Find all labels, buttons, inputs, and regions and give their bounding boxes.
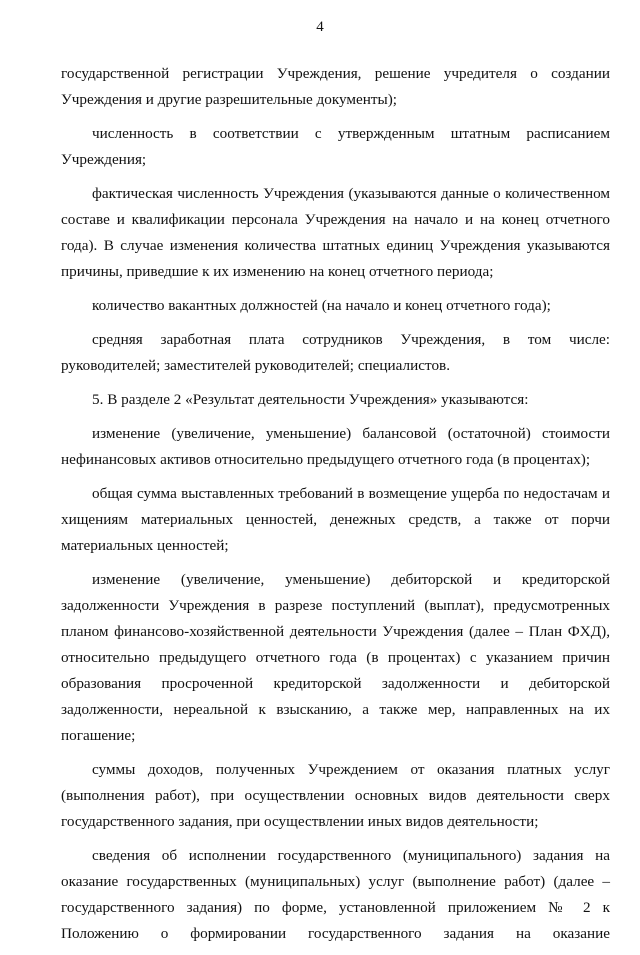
paragraph-receivables-payables: изменение (увеличение, уменьшение) дебиторской и кредиторской задолженности Учреждения в разрезе поступлений (выплат), предусмотренных планом финансово-хозяйственной деятельности Учреждения (далее – План ФХД), относительно предыдущего отчетного года (в процентах) с указанием причин образования просроченной кредиторской задолженности и дебиторской задолженности, нереальной к взысканию, а также мер, направленных на их погашение; [61, 571, 610, 744]
paragraph-asset-value-change: изменение (увеличение, уменьшение) балансовой (остаточной) стоимости нефинансовых активов относительно предыдущего отчетного года (в процентах); [61, 425, 610, 468]
paragraph-registration-continued: государственной регистрации Учреждения, решение учредителя о создании Учреждения и другие разрешительные документы); [61, 65, 610, 108]
page-number: 4 [316, 19, 324, 35]
paragraph-state-assignment: сведения об исполнении государственного (муниципального) задания на оказание государственных (муниципальных) услуг (выполнение работ) (далее – государственного задания) по форме, установленной приложением № 2 к Положению о формировании государственного задания на оказание [61, 847, 610, 942]
paragraph-average-salary: средняя заработная плата сотрудников Учреждения, в том числе: руководителей; заместителей руководителей; специалистов. [61, 331, 610, 374]
document-body [61, 61, 610, 955]
paragraph-staff-count: численность в соответствии с утвержденным штатным расписанием Учреждения; [61, 125, 610, 168]
paragraph-damage-claims: общая сумма выставленных требований в возмещение ущерба по недостачам и хищениям материальных ценностей, денежных средств, а также от порчи материальных ценностей; [61, 485, 610, 554]
paragraph-actual-staff-count: фактическая численность Учреждения (указываются данные о количественном составе и квалификации персонала Учреждения на начало и на конец отчетного года). В случае изменения количества штатных единиц Учреждения указываются причины, приведшие к их изменению на конец отчетного периода; [61, 185, 610, 280]
paragraph-paid-services-income: суммы доходов, полученных Учреждением от оказания платных услуг (выполнения работ), при осуществлении основных видов деятельности сверх государственного задания, при осуществлении иных видов деятельности; [61, 761, 610, 830]
paragraph-vacancies: количество вакантных должностей (на начало и конец отчетного года); [92, 297, 551, 314]
paragraph-section-2-heading: 5. В разделе 2 «Результат деятельности Учреждения» указываются: [92, 391, 529, 408]
